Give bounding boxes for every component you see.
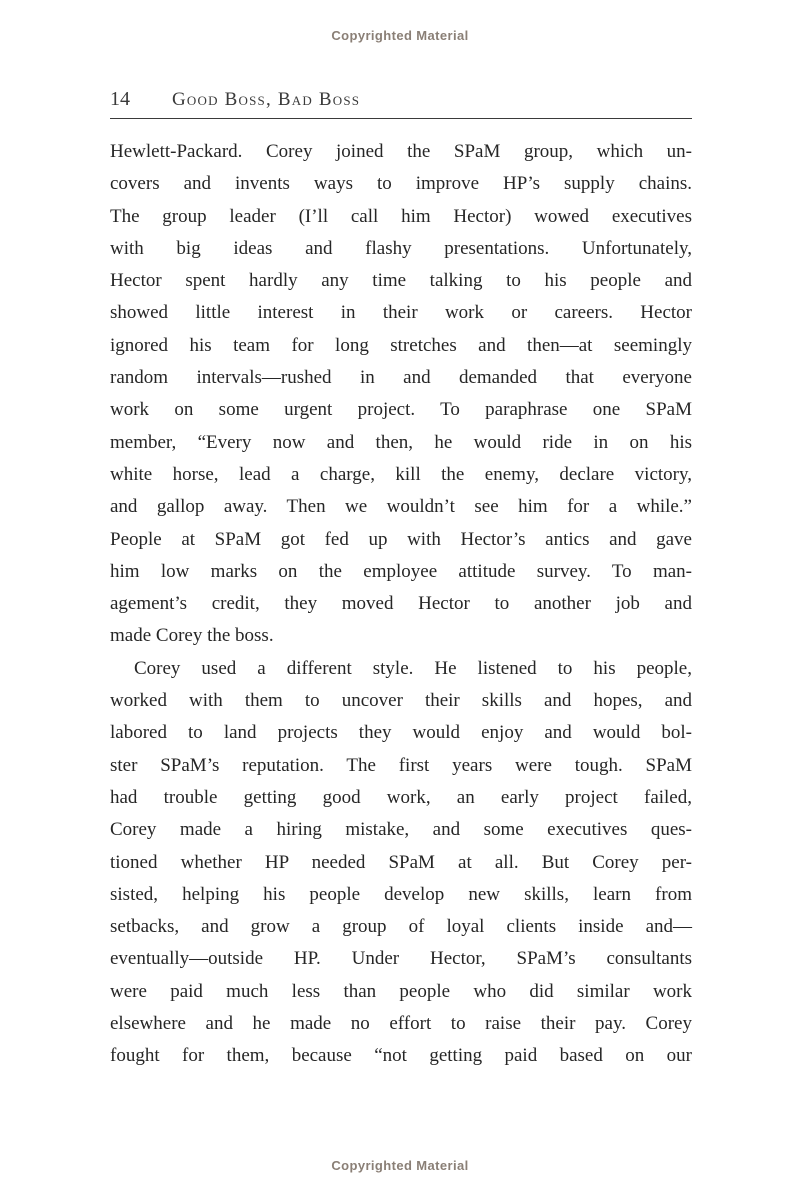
text-line: People at SPaM got fed up with Hector’s antics and gave <box>110 528 692 550</box>
text-line: elsewhere and he made no effort to raise their pay. Corey <box>110 1013 692 1035</box>
text-line: ster SPaM’s reputation. The first years were tough. SPaM <box>110 754 692 776</box>
text-line: with big ideas and flashy presentations. Unfortunately, <box>110 237 692 259</box>
body-text <box>110 136 692 1073</box>
text-line: setbacks, and grow a group of loyal clients inside and— <box>110 916 692 938</box>
text-line: made Corey the boss. <box>110 625 274 647</box>
text-line: sisted, helping his people develop new skills, learn from <box>110 883 692 905</box>
text-line: The group leader (I’ll call him Hector) wowed executives <box>110 205 692 227</box>
text-line: had trouble getting good work, an early project failed, <box>110 786 692 808</box>
text-line: and gallop away. Then we wouldn’t see him for a while.” <box>110 496 692 518</box>
copyright-notice-bottom: Copyrighted Material <box>331 1158 469 1173</box>
running-header <box>110 88 692 119</box>
running-title: Good Boss, Bad Boss <box>172 89 361 110</box>
text-line: Hector spent hardly any time talking to his people and <box>110 270 692 292</box>
text-line: fought for them, because “not getting paid based on our <box>110 1045 692 1067</box>
text-line: worked with them to uncover their skills and hopes, and <box>110 690 692 712</box>
text-line: member, “Every now and then, he would ride in on his <box>110 431 692 453</box>
text-line: ignored his team for long stretches and then—at seemingly <box>110 334 692 356</box>
text-line: random intervals—rushed in and demanded that everyone <box>110 367 692 389</box>
text-line: showed little interest in their work or careers. Hector <box>110 302 692 324</box>
paragraph <box>110 653 692 1073</box>
text-line: Hewlett-Packard. Corey joined the SPaM group, which un- <box>110 141 692 162</box>
text-line: covers and invents ways to improve HP’s supply chains. <box>110 173 692 195</box>
page-number: 14 <box>110 88 130 110</box>
text-line: Corey made a hiring mistake, and some executives ques- <box>110 819 692 841</box>
text-line: labored to land projects they would enjoy and would bol- <box>110 722 692 744</box>
paragraph <box>110 136 692 653</box>
text-line: him low marks on the employee attitude survey. To man- <box>110 560 692 582</box>
text-line: agement’s credit, they moved Hector to another job and <box>110 593 692 615</box>
text-line: white horse, lead a charge, kill the enemy, declare victory, <box>110 463 692 485</box>
copyright-notice-top: Copyrighted Material <box>331 28 469 43</box>
text-line: were paid much less than people who did similar work <box>110 980 692 1002</box>
text-line: tioned whether HP needed SPaM at all. But Corey per- <box>110 851 692 873</box>
text-line: work on some urgent project. To paraphrase one SPaM <box>110 399 692 421</box>
text-line: Corey used a different style. He listened to his people, <box>134 657 692 679</box>
text-line: eventually—outside HP. Under Hector, SPaM’s consultants <box>110 948 692 970</box>
